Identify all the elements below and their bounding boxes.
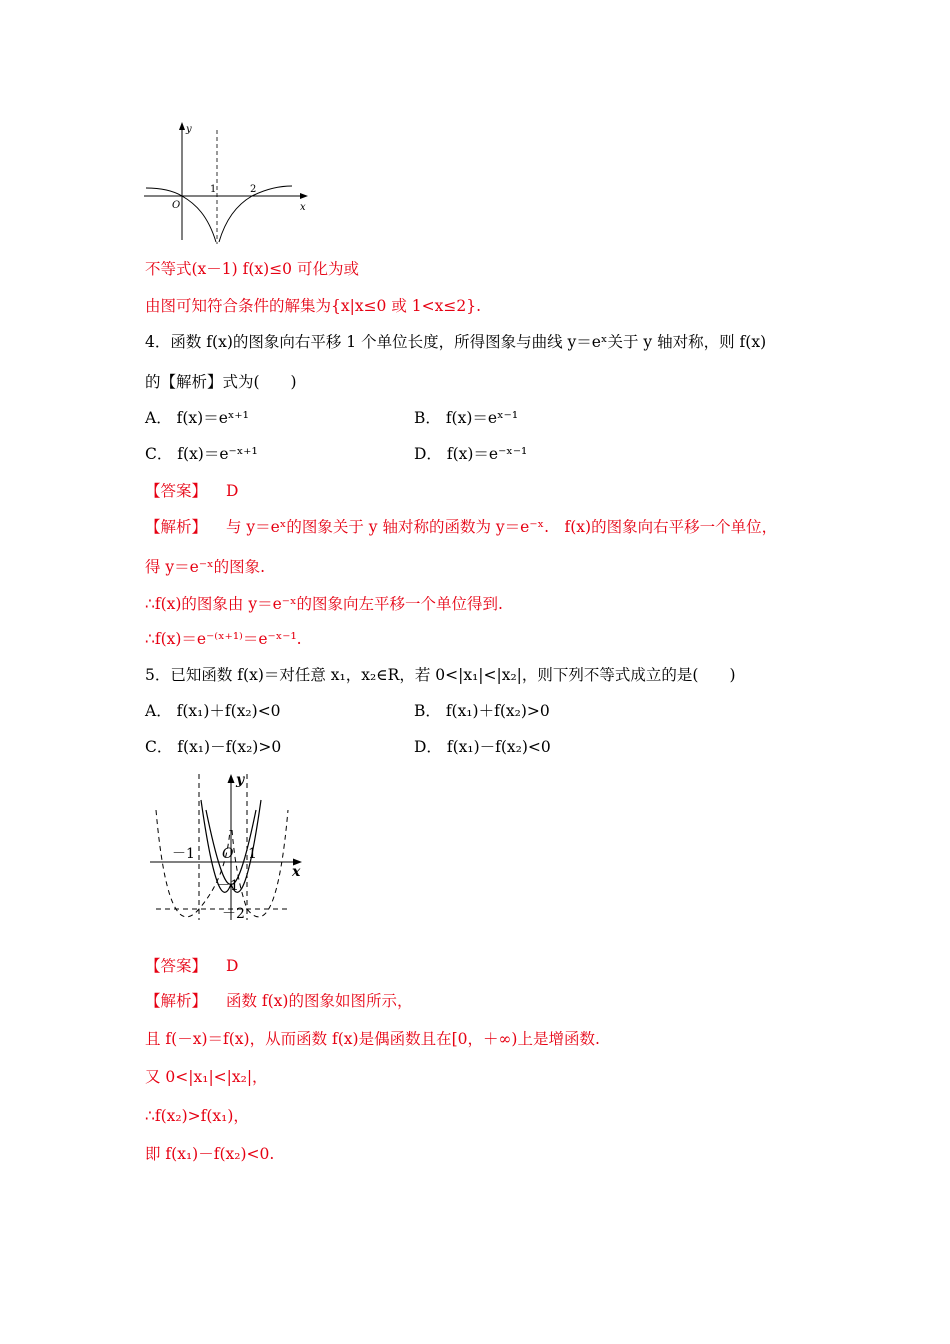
figure-graph-2 (146, 770, 316, 930)
q4-answer-value: D (225, 482, 239, 500)
q5-analysis-row1 (145, 990, 412, 1012)
q4-option-c: C． f(x)＝e⁻ˣ⁺¹ (145, 445, 258, 463)
fig1-origin-label: O (172, 200, 181, 211)
q4-stem-line1: 4．函数 f(x)的图象向右平移 1 个单位长度，所得图象与曲线 y＝eˣ关于 y 轴对称，则 f(x) (145, 333, 767, 351)
q5-analysis-line2: 且 f(－x)＝f(x)，从而函数 f(x)是偶函数且在[0，＋∞)上是增函数. (145, 1030, 600, 1048)
q5-stem: 5．已知函数 f(x)＝对任意 x₁，x₂∈R，若 0<|x₁|<|x₂|，则下列不等式成立的是( ) (145, 666, 736, 684)
fig1-tick-1: 1 (210, 184, 217, 195)
q4-option-d: D． f(x)＝e⁻ˣ⁻¹ (414, 445, 528, 463)
q5-option-c: C． f(x₁)－f(x₂)>0 (145, 738, 282, 756)
q5-option-a: A． f(x₁)＋f(x₂)<0 (145, 702, 281, 720)
fig1-tick-2: 2 (250, 184, 257, 195)
fig2-origin-label: O (222, 846, 234, 862)
q4-analysis-line1: 与 y＝eˣ的图象关于 y 轴对称的函数为 y＝e⁻ˣ. f(x)的图象向右平移一个单位， (225, 518, 778, 536)
q4-analysis-row1 (145, 516, 777, 538)
q5-analysis-tag: 【解析】 (145, 992, 208, 1010)
q4-stem-line2: 的【解析】式为( ) (145, 373, 297, 391)
q4-analysis-line4: ∴f(x)＝e⁻⁽ˣ⁺¹⁾＝e⁻ˣ⁻¹. (145, 630, 302, 648)
q5-answer-tag: 【答案】 (145, 957, 208, 975)
solution3-line2: 由图可知符合条件的解集为{x|x≤0 或 1<x≤2}. (145, 297, 481, 315)
fig2-tick-neg1: －1 (172, 846, 195, 862)
q5-analysis-line1: 函数 f(x)的图象如图所示， (225, 992, 413, 1010)
q4-analysis-tag: 【解析】 (145, 518, 208, 536)
figure-graph-1 (140, 118, 320, 248)
q4-analysis-line3: ∴f(x)的图象由 y＝e⁻ˣ的图象向左平移一个单位得到. (145, 595, 503, 613)
q5-answer-row (145, 955, 238, 977)
fig1-y-label: y (186, 124, 192, 135)
q4-analysis-line2: 得 y＝e⁻ˣ的图象. (145, 558, 266, 576)
solution3-line1: 不等式(x－1) f(x)≤0 可化为或 (145, 260, 359, 278)
q5-answer-value: D (225, 957, 239, 975)
q4-option-b: B． f(x)＝eˣ⁻¹ (414, 409, 519, 427)
fig2-y-label: y (236, 772, 245, 788)
q5-option-b: B． f(x₁)＋f(x₂)>0 (414, 702, 550, 720)
fig2-tick-1: 1 (248, 846, 257, 862)
q5-option-d: D． f(x₁)－f(x₂)<0 (414, 738, 551, 756)
q5-analysis-line4: ∴f(x₂)>f(x₁)， (145, 1107, 249, 1125)
q5-analysis-line3: 又 0<|x₁|<|x₂|， (145, 1068, 268, 1086)
fig2-x-label: x (292, 864, 301, 880)
fig1-x-label: x (300, 202, 306, 213)
fig2-tick-neg2-y: －2 (222, 906, 245, 922)
q4-answer-tag: 【答案】 (145, 482, 208, 500)
q4-option-a: A． f(x)＝eˣ⁺¹ (145, 409, 249, 427)
fig2-tick-neg1-y: －1 (216, 878, 239, 894)
q4-answer-row (145, 480, 238, 502)
q5-analysis-line5: 即 f(x₁)－f(x₂)<0. (145, 1145, 275, 1163)
